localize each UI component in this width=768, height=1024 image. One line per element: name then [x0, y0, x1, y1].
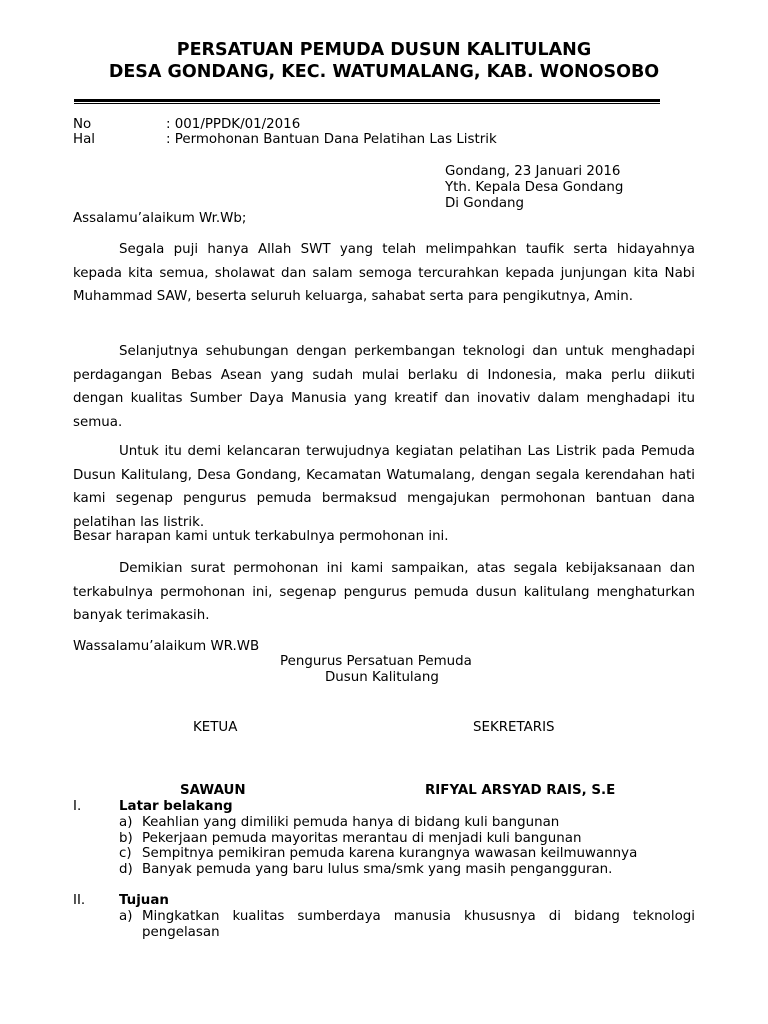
- body-paragraph-2: Selanjutnya sehubungan dengan perkembangan teknologi dan untuk menghadapi perdagangan Bebas Asean yang sudah mulai berlaku di Indonesia, maka perlu diikuti dengan kualitas Sumber Daya Manusia yang kreatif dan inovativ dalam menghadapi itu semua.: [73, 344, 695, 430]
- list-marker: d): [119, 862, 133, 878]
- list-item-text: Banyak pemuda yang baru lulus sma/smk yang masih pengangguran.: [142, 862, 613, 878]
- signature-org-line-2: Dusun Kalitulang: [325, 670, 439, 685]
- letterhead-divider: [74, 99, 660, 102]
- letterhead-line-2: DESA GONDANG, KEC. WATUMALANG, KAB. WONOSOBO: [108, 62, 660, 82]
- list-item: [119, 815, 695, 831]
- signature-role-secretary: SEKRETARIS: [473, 720, 555, 735]
- letter-date: Gondang, 23 Januari 2016: [445, 164, 621, 179]
- signature-name-chair: SAWAUN: [180, 783, 246, 798]
- list-marker: a): [119, 909, 133, 924]
- body-paragraph-4: Demikian surat permohonan ini kami sampaikan, atas segala kebijaksanaan dan terkabulnya permohonan ini, segenap pengurus pemuda dusun kalitulang menghaturkan banyak terimakasih.: [73, 561, 695, 624]
- body-paragraph-3: Untuk itu demi kelancaran terwujudnya kegiatan pelatihan Las Listrik pada Pemuda Dusun Kalitulang, Desa Gondang, Kecamatan Watumalang, dengan segala kerendahan hati kami segenap pengurus pemuda bermaksud mengajukan permohonan bantuan dana pelatihan las listrik.: [73, 444, 695, 530]
- letterhead-divider-thin: [74, 103, 660, 104]
- list-marker: a): [119, 815, 133, 830]
- list-marker: b): [119, 830, 133, 846]
- number-label: No: [73, 117, 92, 132]
- signature-role-chair: KETUA: [193, 720, 238, 735]
- list-item: [119, 831, 695, 847]
- section-list: [119, 815, 695, 878]
- list-item: [119, 846, 695, 862]
- recipient-place: Di Gondang: [445, 196, 525, 211]
- list-marker: c): [119, 846, 132, 862]
- section-list: [119, 909, 695, 940]
- list-item-text: Keahlian yang dimiliki pemuda hanya di bidang kuli bangunan: [142, 815, 560, 830]
- section-title: Tujuan: [119, 893, 169, 908]
- signature-org-line-1: Pengurus Persatuan Pemuda: [280, 654, 472, 669]
- body-paragraph-1: Segala puji hanya Allah SWT yang telah melimpahkan taufik serta hidayahnya kepada kita semua, sholawat dan salam semoga tercurahkan kepada junjungan kita Nabi Muhammad SAW, beserta seluruh keluarga, sahabat serta para pengikutnya, Amin.: [73, 242, 695, 305]
- signature-name-secretary: RIFYAL ARSYAD RAIS, S.E: [425, 783, 616, 798]
- closing: Wassalamu’alaikum WR.WB: [73, 639, 260, 654]
- list-item: [119, 862, 695, 878]
- subject-value: : Permohonan Bantuan Dana Pelatihan Las Listrik: [166, 132, 497, 147]
- number-value: : 001/PPDK/01/2016: [166, 117, 301, 132]
- list-item: [119, 909, 695, 940]
- body-paragraph-3b: Besar harapan kami untuk terkabulnya permohonan ini.: [73, 529, 449, 544]
- section-number: II.: [73, 893, 86, 908]
- section-number: I.: [73, 799, 82, 814]
- subject-label: Hal: [73, 132, 95, 147]
- greeting: Assalamu’alaikum Wr.Wb;: [73, 211, 247, 226]
- list-item-text: Sempitnya pemikiran pemuda karena kurangnya wawasan keilmuwannya: [142, 846, 638, 862]
- section-title: Latar belakang: [119, 799, 233, 814]
- letterhead-line-1: PERSATUAN PEMUDA DUSUN KALITULANG: [176, 40, 592, 60]
- list-item-text: Pekerjaan pemuda mayoritas merantau di menjadi kuli bangunan: [142, 830, 582, 846]
- recipient-name: Yth. Kepala Desa Gondang: [445, 180, 624, 195]
- list-item-text: Mingkatkan kualitas sumberdaya manusia khususnya di bidang teknologi pengelasan: [142, 909, 695, 940]
